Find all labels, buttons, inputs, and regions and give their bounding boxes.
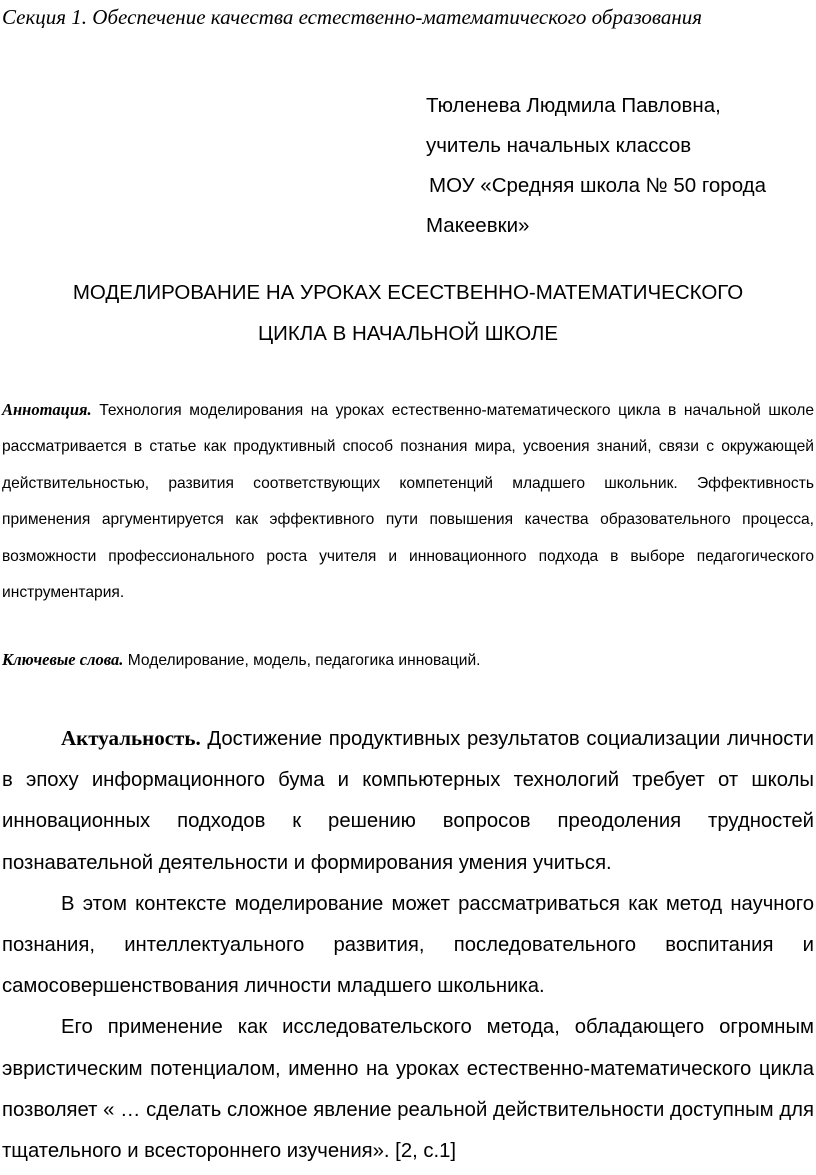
- abstract: [2, 392, 814, 611]
- article-title: [0, 272, 816, 354]
- body-paragraph-1: [2, 718, 814, 884]
- author-name: Тюленева Людмила Павловна,: [426, 94, 721, 117]
- abstract-label: Аннотация.: [2, 400, 92, 419]
- author-school-line1: МОУ «Средняя школа № 50 города: [429, 174, 767, 197]
- abstract-text: Технология моделирования на уроках естественно-математического цикла в начальной школе рассматривается в статье как продуктивный способ познания мира, усвоения знаний, связи с окружающей действительностью, развития соответствующих компетенций младшего школьник. Эффективность применения аргументируется как эффективного пути повышения качества образовательного процесса, возможности профессионального роста учителя и инновационного подхода в выборе педагогического инструментария.: [2, 402, 814, 602]
- keywords: [2, 642, 814, 679]
- section-heading: Секция 1. Обеспечение качества естественно-математического образования: [2, 5, 703, 29]
- keywords-text: Моделирование, модель, педагогика инноваций.: [127, 652, 481, 669]
- article-body: [2, 718, 814, 1172]
- relevance-label: Актуальность.: [61, 726, 201, 750]
- body-paragraph-2: В этом контексте моделирование может рассматриваться как метод научного познания, интеллектуального развития, последовательного воспитания и самосовершенствования личности младшего школьника.: [2, 892, 814, 998]
- body-paragraph-3: Его применение как исследовательского метода, обладающего огромным эвристическим потенциалом, именно на уроках естественно-математического цикла позволяет « … сделать сложное явление реальной действительности доступным для тщательного и всестороннего изучения». [2, с.1]: [2, 1016, 814, 1163]
- body-paragraph-1-text: Достижение продуктивных результатов социализации личности в эпоху информационного бума и компьютерных технологий требует от школы инновационных подходов к решению вопросов преодоления трудностей познавательной деятельности и формирования умения учиться.: [2, 728, 814, 874]
- article-title-line1: МОДЕЛИРОВАНИЕ НА УРОКАХ ЕСЕСТВЕННО-МАТЕМАТИЧЕСКОГО: [72, 281, 744, 304]
- article-title-line2: ЦИКЛА В НАЧАЛЬНОЙ ШКОЛЕ: [257, 322, 559, 345]
- author-position: учитель начальных классов: [426, 134, 692, 157]
- author-school-line2: Макеевки»: [426, 214, 530, 237]
- author-block: [426, 86, 806, 246]
- keywords-label: Ключевые слова.: [2, 650, 124, 669]
